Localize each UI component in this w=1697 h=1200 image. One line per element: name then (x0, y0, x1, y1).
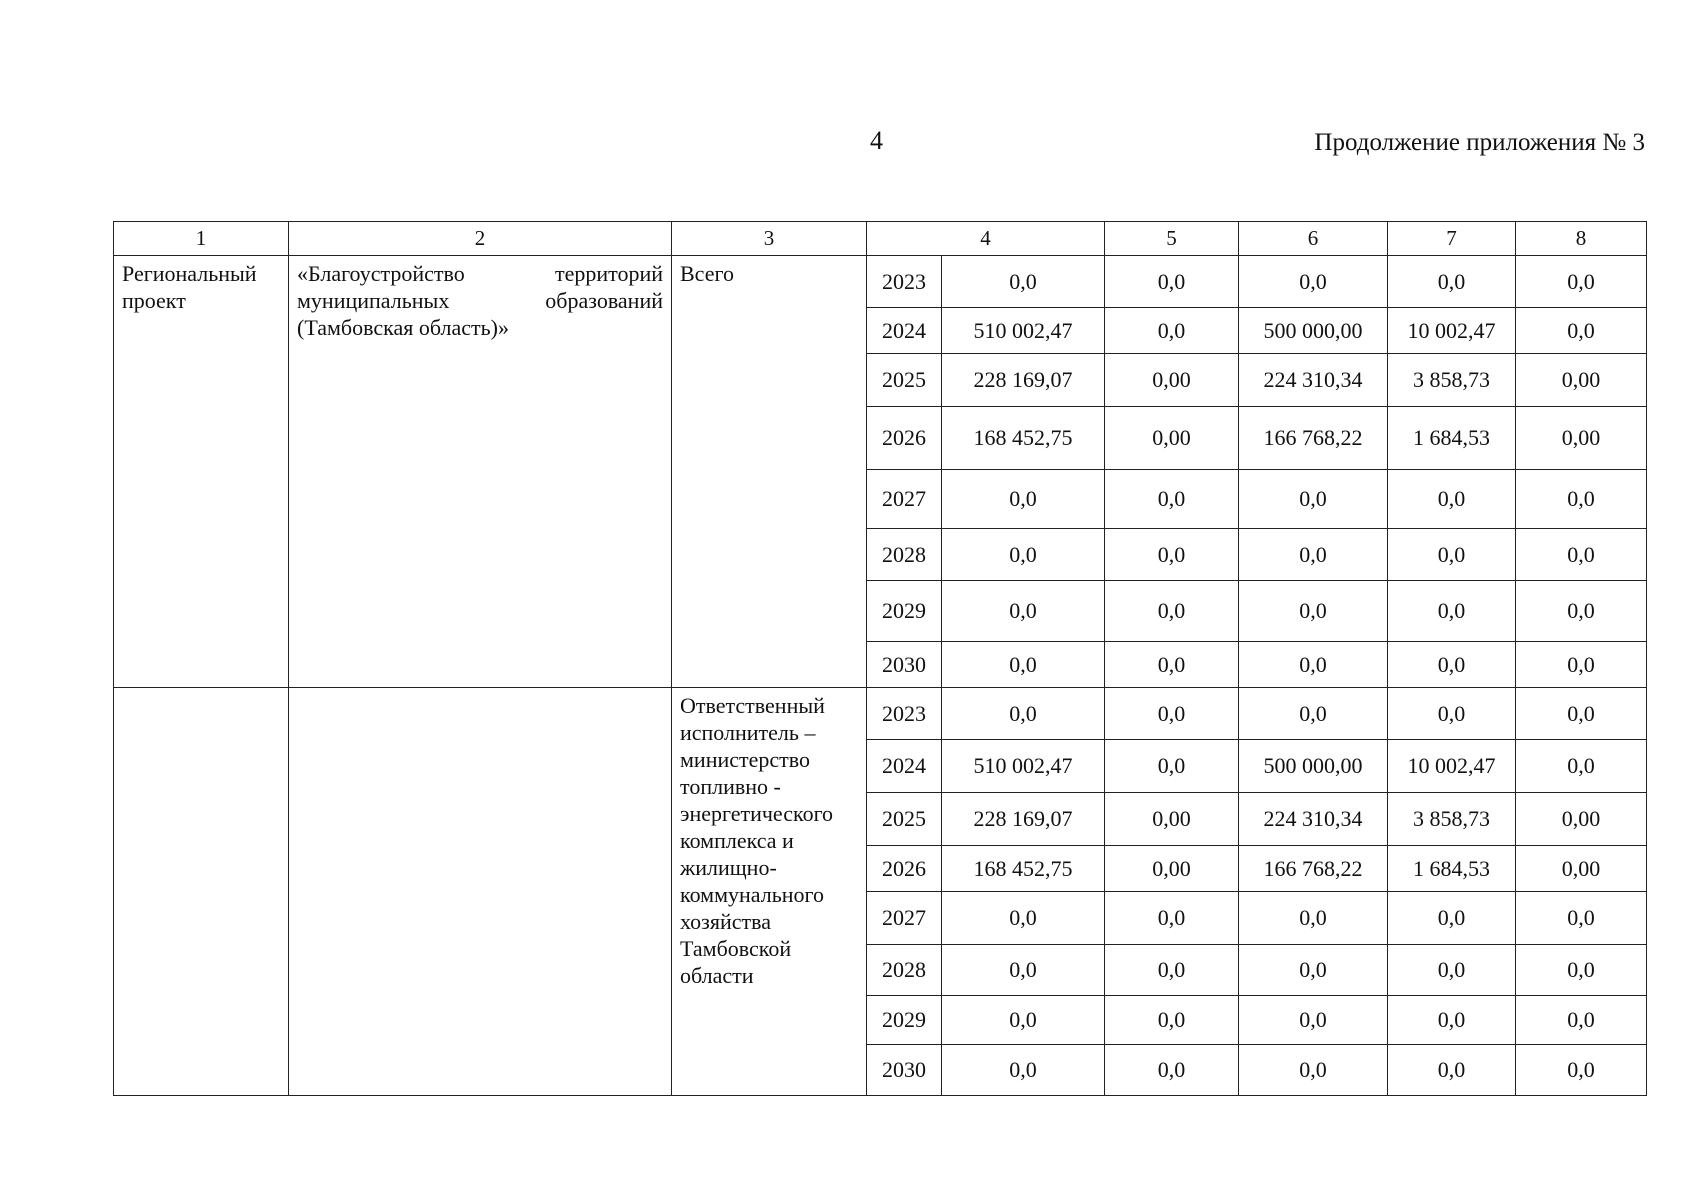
year-cell: 2030 (867, 642, 942, 688)
regional-value-cell: 10 002,47 (1388, 308, 1516, 354)
federal-value-cell: 0,0 (1105, 642, 1239, 688)
total-value-cell: 168 452,75 (942, 846, 1105, 892)
regional-value-cell: 0,0 (1388, 945, 1516, 996)
total-value-cell: 0,0 (942, 1045, 1105, 1096)
table-row (114, 688, 1647, 740)
federal-value-cell: 0,00 (1105, 407, 1239, 470)
header-col-4: 4 (867, 222, 1105, 256)
total-value-cell: 0,0 (942, 642, 1105, 688)
appendix-continuation-label: Продолжение приложения № 3 (1314, 129, 1645, 156)
other-value-cell: 0,00 (1516, 793, 1647, 846)
budget-value-cell: 0,0 (1239, 892, 1388, 945)
total-value-cell: 228 169,07 (942, 793, 1105, 846)
federal-value-cell: 0,00 (1105, 793, 1239, 846)
regional-value-cell: 0,0 (1388, 529, 1516, 581)
federal-value-cell: 0,0 (1105, 740, 1239, 793)
federal-value-cell: 0,0 (1105, 529, 1239, 581)
page-number: 4 (870, 126, 883, 155)
federal-value-cell: 0,0 (1105, 688, 1239, 740)
year-cell: 2026 (867, 407, 942, 470)
year-cell: 2027 (867, 470, 942, 529)
header-row (114, 222, 1647, 256)
executor-cell: Всего (672, 256, 867, 688)
budget-value-cell: 224 310,34 (1239, 793, 1388, 846)
header-col-1: 1 (114, 222, 289, 256)
year-cell: 2023 (867, 688, 942, 740)
header-col-8: 8 (1516, 222, 1647, 256)
budget-value-cell: 0,0 (1239, 529, 1388, 581)
total-value-cell: 0,0 (942, 529, 1105, 581)
other-value-cell: 0,0 (1516, 688, 1647, 740)
federal-value-cell: 0,0 (1105, 470, 1239, 529)
other-value-cell: 0,0 (1516, 529, 1647, 581)
year-cell: 2026 (867, 846, 942, 892)
other-value-cell: 0,00 (1516, 354, 1647, 407)
year-cell: 2027 (867, 892, 942, 945)
budget-value-cell: 0,0 (1239, 470, 1388, 529)
budget-value-cell: 0,0 (1239, 256, 1388, 308)
year-cell: 2025 (867, 793, 942, 846)
budget-value-cell: 224 310,34 (1239, 354, 1388, 407)
total-value-cell: 510 002,47 (942, 308, 1105, 354)
regional-value-cell: 1 684,53 (1388, 846, 1516, 892)
other-value-cell: 0,0 (1516, 1045, 1647, 1096)
federal-value-cell: 0,0 (1105, 256, 1239, 308)
federal-value-cell: 0,0 (1105, 996, 1239, 1045)
year-cell: 2028 (867, 529, 942, 581)
other-value-cell: 0,0 (1516, 470, 1647, 529)
year-cell: 2024 (867, 740, 942, 793)
project-name-cell (289, 688, 672, 1096)
budget-value-cell: 500 000,00 (1239, 740, 1388, 793)
budget-value-cell: 0,0 (1239, 581, 1388, 642)
budget-value-cell: 0,0 (1239, 996, 1388, 1045)
budget-value-cell: 500 000,00 (1239, 308, 1388, 354)
other-value-cell: 0,00 (1516, 407, 1647, 470)
federal-value-cell: 0,0 (1105, 892, 1239, 945)
regional-value-cell: 10 002,47 (1388, 740, 1516, 793)
other-value-cell: 0,0 (1516, 740, 1647, 793)
budget-table (113, 221, 1647, 1096)
regional-value-cell: 0,0 (1388, 642, 1516, 688)
budget-value-cell: 0,0 (1239, 688, 1388, 740)
header-col-6: 6 (1239, 222, 1388, 256)
other-value-cell: 0,0 (1516, 945, 1647, 996)
row-type-cell (114, 688, 289, 1096)
year-cell: 2024 (867, 308, 942, 354)
other-value-cell: 0,0 (1516, 581, 1647, 642)
other-value-cell: 0,0 (1516, 642, 1647, 688)
regional-value-cell: 0,0 (1388, 688, 1516, 740)
project-name-cell: «Благоустройство территорий муниципальных образований (Тамбовская область)» (289, 256, 672, 688)
regional-value-cell: 0,0 (1388, 892, 1516, 945)
federal-value-cell: 0,00 (1105, 354, 1239, 407)
budget-value-cell: 0,0 (1239, 642, 1388, 688)
federal-value-cell: 0,0 (1105, 945, 1239, 996)
regional-value-cell: 0,0 (1388, 470, 1516, 529)
other-value-cell: 0,0 (1516, 256, 1647, 308)
other-value-cell: 0,00 (1516, 846, 1647, 892)
header-col-3: 3 (672, 222, 867, 256)
year-cell: 2023 (867, 256, 942, 308)
total-value-cell: 228 169,07 (942, 354, 1105, 407)
budget-value-cell: 0,0 (1239, 1045, 1388, 1096)
other-value-cell: 0,0 (1516, 996, 1647, 1045)
regional-value-cell: 0,0 (1388, 1045, 1516, 1096)
year-cell: 2028 (867, 945, 942, 996)
other-value-cell: 0,0 (1516, 308, 1647, 354)
year-cell: 2025 (867, 354, 942, 407)
budget-value-cell: 0,0 (1239, 945, 1388, 996)
federal-value-cell: 0,0 (1105, 308, 1239, 354)
header-col-5: 5 (1105, 222, 1239, 256)
total-value-cell: 0,0 (942, 996, 1105, 1045)
year-cell: 2029 (867, 996, 942, 1045)
total-value-cell: 0,0 (942, 688, 1105, 740)
row-type-cell: Региональный проект (114, 256, 289, 688)
total-value-cell: 0,0 (942, 945, 1105, 996)
regional-value-cell: 0,0 (1388, 581, 1516, 642)
year-cell: 2030 (867, 1045, 942, 1096)
budget-table-body (114, 222, 1647, 1096)
year-cell: 2029 (867, 581, 942, 642)
other-value-cell: 0,0 (1516, 892, 1647, 945)
regional-value-cell: 1 684,53 (1388, 407, 1516, 470)
budget-value-cell: 166 768,22 (1239, 407, 1388, 470)
total-value-cell: 0,0 (942, 581, 1105, 642)
table-row (114, 256, 1647, 308)
executor-cell: Ответственный исполнитель – министерство топливно - энергетического комплекса и жилищно-коммунального хозяйства Тамбовской области (672, 688, 867, 1096)
regional-value-cell: 0,0 (1388, 996, 1516, 1045)
federal-value-cell: 0,0 (1105, 581, 1239, 642)
header-col-7: 7 (1388, 222, 1516, 256)
federal-value-cell: 0,0 (1105, 1045, 1239, 1096)
total-value-cell: 0,0 (942, 892, 1105, 945)
regional-value-cell: 0,0 (1388, 256, 1516, 308)
total-value-cell: 168 452,75 (942, 407, 1105, 470)
regional-value-cell: 3 858,73 (1388, 354, 1516, 407)
total-value-cell: 0,0 (942, 470, 1105, 529)
total-value-cell: 510 002,47 (942, 740, 1105, 793)
federal-value-cell: 0,00 (1105, 846, 1239, 892)
budget-value-cell: 166 768,22 (1239, 846, 1388, 892)
total-value-cell: 0,0 (942, 256, 1105, 308)
regional-value-cell: 3 858,73 (1388, 793, 1516, 846)
header-col-2: 2 (289, 222, 672, 256)
